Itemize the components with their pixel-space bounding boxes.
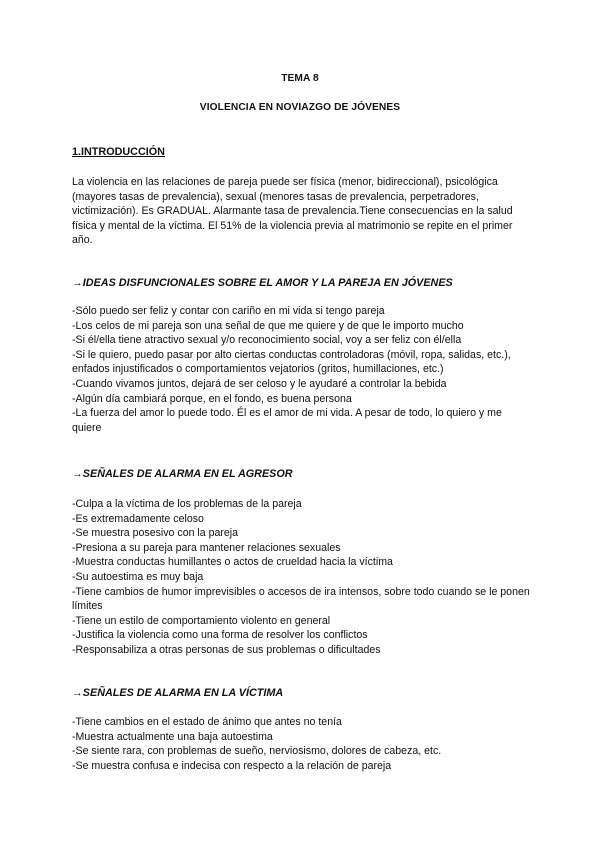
list-item: -Justifica la violencia como una forma de resolver los conflictos — [72, 629, 368, 642]
list-item: -Cuando vivamos juntos, dejará de ser celoso y le ayudaré a controlar la bebida — [72, 377, 447, 390]
list-item: -Tiene cambios de humor imprevisibles o accesos de ira intensos, sobre todo cuando se le ponen límites — [72, 585, 530, 613]
aggressor-signs-heading: →SEÑALES DE ALARMA EN EL AGRESOR — [72, 468, 293, 480]
topic-number: TEMA 8 — [281, 73, 319, 84]
victim-signs-list — [72, 715, 532, 773]
document-title: VIOLENCIA EN NOVIAZGO DE JÓVENES — [199, 102, 401, 113]
list-item: -Algún día cambiará porque, en el fondo, es buena persona — [72, 392, 352, 405]
dysfunctional-ideas-heading: →IDEAS DISFUNCIONALES SOBRE EL AMOR Y LA PAREJA EN JÓVENES — [72, 277, 453, 289]
list-item: -Presiona a su pareja para mantener relaciones sexuales — [72, 541, 341, 554]
introduction-paragraph: La violencia en las relaciones de pareja puede ser física (menor, bidireccional), psicológica (mayores tasas de prevalencia), sexual (menores tasas de prevalencia, perpetradores, victimización). Es GRADUAL. Alarmante tasa de prevalencia.Tiene consecuencias en la salud física y mental de la víctima. El 51% de la violencia previa al matrimonio se repite en el primer año. — [72, 176, 513, 247]
list-item: -Es extremadamente celoso — [72, 512, 204, 525]
list-item: -Su autoestima es muy baja — [72, 570, 204, 583]
list-item: -Tiene cambios en el estado de ánimo que antes no tenía — [72, 716, 342, 728]
list-item: -Los celos de mi pareja son una señal de que me quiere y de que le importo mucho — [72, 319, 464, 332]
aggressor-signs-list — [72, 497, 532, 658]
list-item: -Responsabiliza a otras personas de sus problemas o dificultades — [72, 643, 381, 656]
introduction-heading: 1.INTRODUCCIÓN — [72, 146, 165, 158]
list-item: -Si él/ella tiene atractivo sexual y/o reconocimiento social, voy a ser feliz con él/ella — [72, 334, 462, 347]
list-item: -La fuerza del amor lo puede todo. Él es el amor de mi vida. A pesar de todo, lo quiero y me quiere — [72, 407, 502, 434]
list-item: -Se muestra posesivo con la pareja — [72, 527, 239, 540]
dysfunctional-ideas-list — [72, 304, 532, 435]
list-item: -Culpa a la víctima de los problemas de la pareja — [72, 498, 302, 510]
list-item: -Tiene un estilo de comportamiento violento en general — [72, 614, 331, 627]
list-item: -Si le quiero, puedo pasar por alto ciertas conductas controladoras (móvil, ropa, salidas, etc.), enfados injustificados o comportamientos vejatorios (gritos, humillaciones, etc.) — [72, 348, 511, 376]
list-item: -Muestra actualmente una baja autoestima — [72, 730, 273, 743]
list-item: -Se siente rara, con problemas de sueño, nerviosismo, dolores de cabeza, etc. — [72, 745, 442, 758]
list-item: -Muestra conductas humillantes o actos de crueldad hacia la víctima — [72, 556, 393, 569]
list-item: -Sólo puedo ser feliz y contar con cariño en mi vida si tengo pareja — [72, 305, 385, 317]
victim-signs-heading: →SEÑALES DE ALARMA EN LA VÍCTIMA — [72, 687, 284, 699]
list-item: -Se muestra confusa e indecisa con respecto a la relación de pareja — [72, 759, 392, 772]
